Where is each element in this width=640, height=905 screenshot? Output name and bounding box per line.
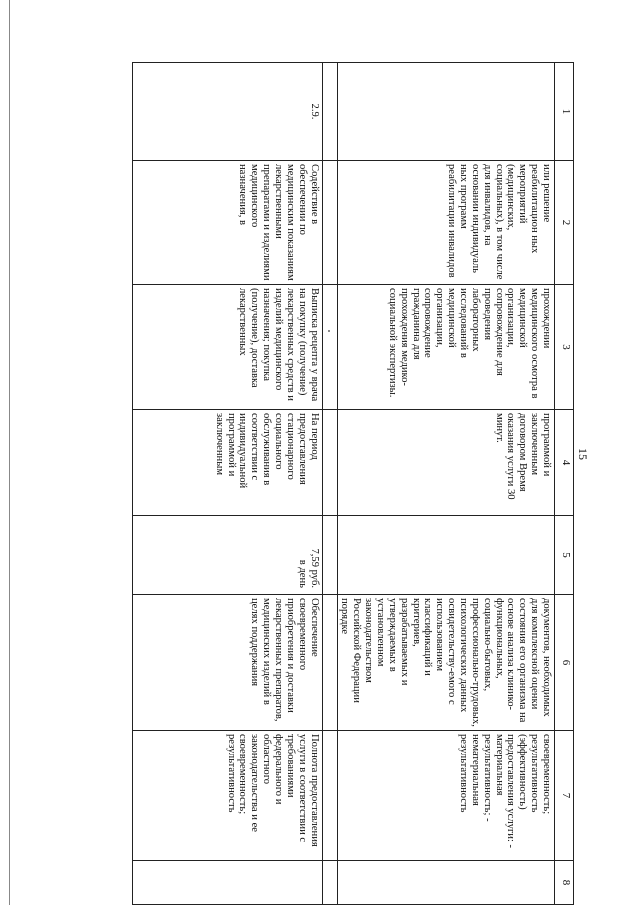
- service-rate-cell: [337, 516, 554, 595]
- services-table: [132, 62, 574, 905]
- service-term-cell: На период предоставления стационарного социального обслуживания в соответствии с индивидуальной программой и заключенным: [132, 410, 322, 516]
- column-number-4: 4: [555, 410, 574, 516]
- column-number-8: 8: [555, 861, 574, 905]
- scan-speck: [328, 330, 330, 332]
- service-content-cell: Выписка рецепта у врача на покупку (получение) лекарственных средств и изделий медицинского назначения; покупка (получение), доставка лекарственных: [132, 285, 322, 410]
- row-number-cell: 2.9.: [132, 63, 322, 161]
- service-name-cell: или решение реабилитацион ных мероприятий (медицинских, социальных), в том числе для инвалидов, на основании индивидуаль ных программ реабилитации инвалидов: [337, 161, 554, 285]
- column-number-3: 3: [555, 285, 574, 410]
- service-content-cell: прохождении медицинского осмотра в медицинской организации, сопровождение для проведения лабораторных исследований в медицинской организации, сопровождение гражданина для прохождения медико-социальной экспертизы.: [337, 285, 554, 410]
- table-header-row: [555, 63, 574, 905]
- page-number: 15: [576, 448, 590, 460]
- service-rate-cell: [132, 516, 322, 595]
- table-row: [337, 63, 554, 905]
- row-number-cell: [337, 63, 554, 161]
- evaluation-conditions-cell: своевременность; результативность (эффективность) предоставления услуги: - материальная результативность; - нематериальная результативность: [337, 731, 554, 861]
- evaluation-conditions-cell: Полнота предоставления услуги в соответствии с требованиями федерального и областного законодательства и ее своевременность; результативность: [132, 731, 322, 861]
- quality-indicators-cell: документов, необходимых для комплексной оценки состояния его организма на основе анализа клинико-функциональных, социально-бытовых, профессионально-трудовых, психологических данных освидетельству-емого с использованием классификаций и критериев, разрабатываемых и утверждаемых в установленном законодательством Российской Федерации порядке: [337, 595, 554, 731]
- column-number-6: 6: [555, 595, 574, 731]
- table-spacer-row: [322, 63, 337, 905]
- column-number-1: 1: [555, 63, 574, 161]
- column-number-2: 2: [555, 161, 574, 285]
- note-cell: [132, 861, 322, 905]
- note-cell: [337, 861, 554, 905]
- table-row: [132, 63, 322, 905]
- column-number-7: 7: [555, 731, 574, 861]
- rate-amount: 7,59 руб.: [308, 548, 320, 588]
- service-term-cell: программой и заключенным договором Время оказания услуги 30 минут.: [337, 410, 554, 516]
- quality-indicators-cell: Обеспечение своевременного приобретения и доставки лекарственных препаратов, медицинских изделий в целях поддержания: [132, 595, 322, 731]
- scan-edge-line: [9, 0, 10, 905]
- rate-period: в день: [296, 559, 308, 588]
- service-name-cell: Содействие в обеспечении по медицинским показаниям лекарственными препаратами и изделиями медицинского назначения, в: [132, 161, 322, 285]
- column-number-5: 5: [555, 516, 574, 595]
